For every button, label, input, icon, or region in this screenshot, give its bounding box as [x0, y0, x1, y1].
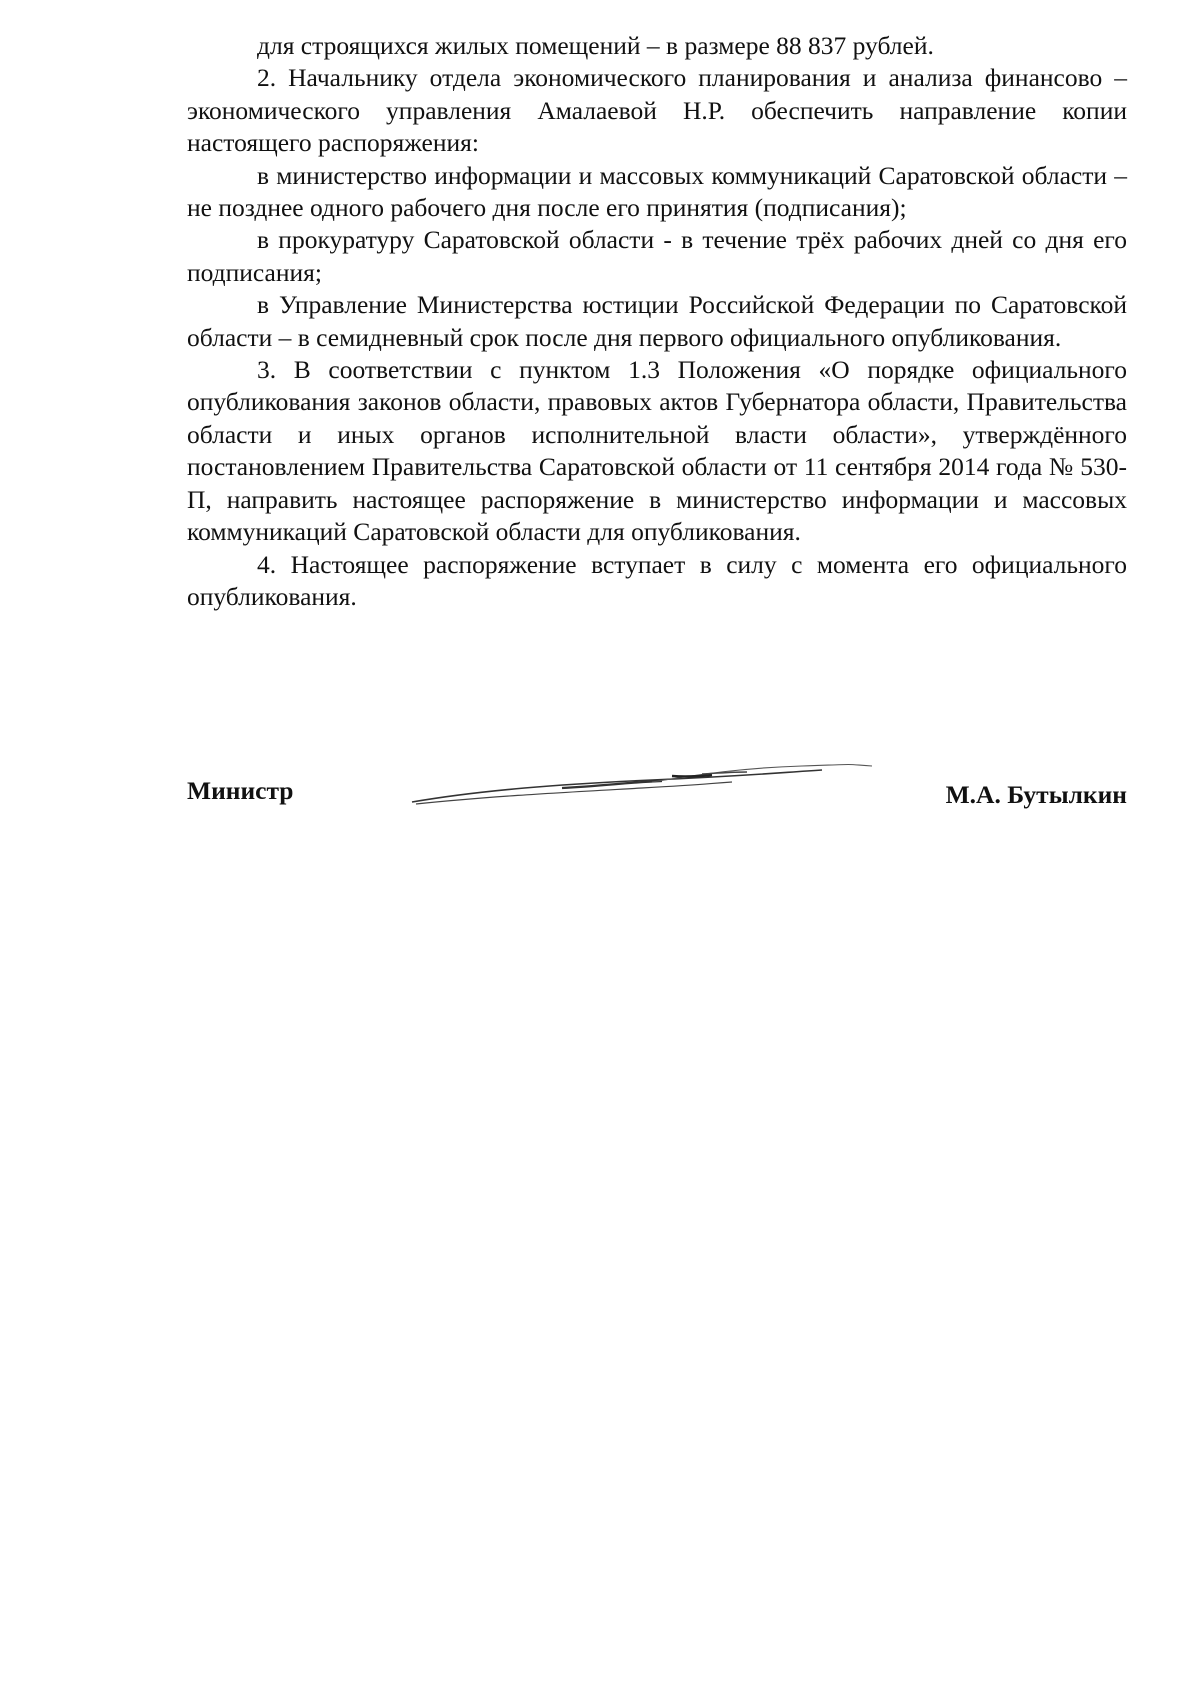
paragraph-prosecutor: в прокуратуру Саратовской области - в течение трёх рабочих дней со дня его подписания;	[187, 225, 1127, 287]
signature-block	[187, 770, 1127, 830]
paragraph-item-3: 3. В соответствии с пунктом 1.3 Положения «О порядке официального опубликования законов области, правовых актов Губернатора области, Правительства области и иных органов исполнительной власти области», утверждённого постановлением Правительства Саратовской области от 11 сентября 2014 года № 530-П, направить настоящее распоряжение в министерство информации и массовых коммуникаций Саратовской области для опубликования.	[187, 355, 1127, 547]
paragraph-item-4: 4. Настоящее распоряжение вступает в силу с момента его официального опубликования.	[187, 549, 1127, 611]
document-body	[187, 30, 1127, 613]
paragraph-item-2: 2. Начальнику отдела экономического планирования и анализа финансово – экономического управления Амалаевой Н.Р. обеспечить направление копии настоящего распоряжения:	[187, 63, 1127, 158]
signatory-role: Министр	[187, 776, 294, 805]
paragraph-justice-ministry: в Управление Министерства юстиции Российской Федерации по Саратовской области – в семидневный срок после дня первого официального опубликования.	[187, 290, 1127, 352]
signatory-name: М.А. Бутылкин	[945, 780, 1127, 809]
handwritten-signature	[402, 756, 902, 816]
paragraph-continuation: для строящихся жилых помещений – в размере 88 837 рублей.	[257, 31, 934, 60]
paragraph-ministry-info: в министерство информации и массовых коммуникаций Саратовской области – не позднее одного рабочего дня после его принятия (подписания);	[187, 160, 1127, 223]
